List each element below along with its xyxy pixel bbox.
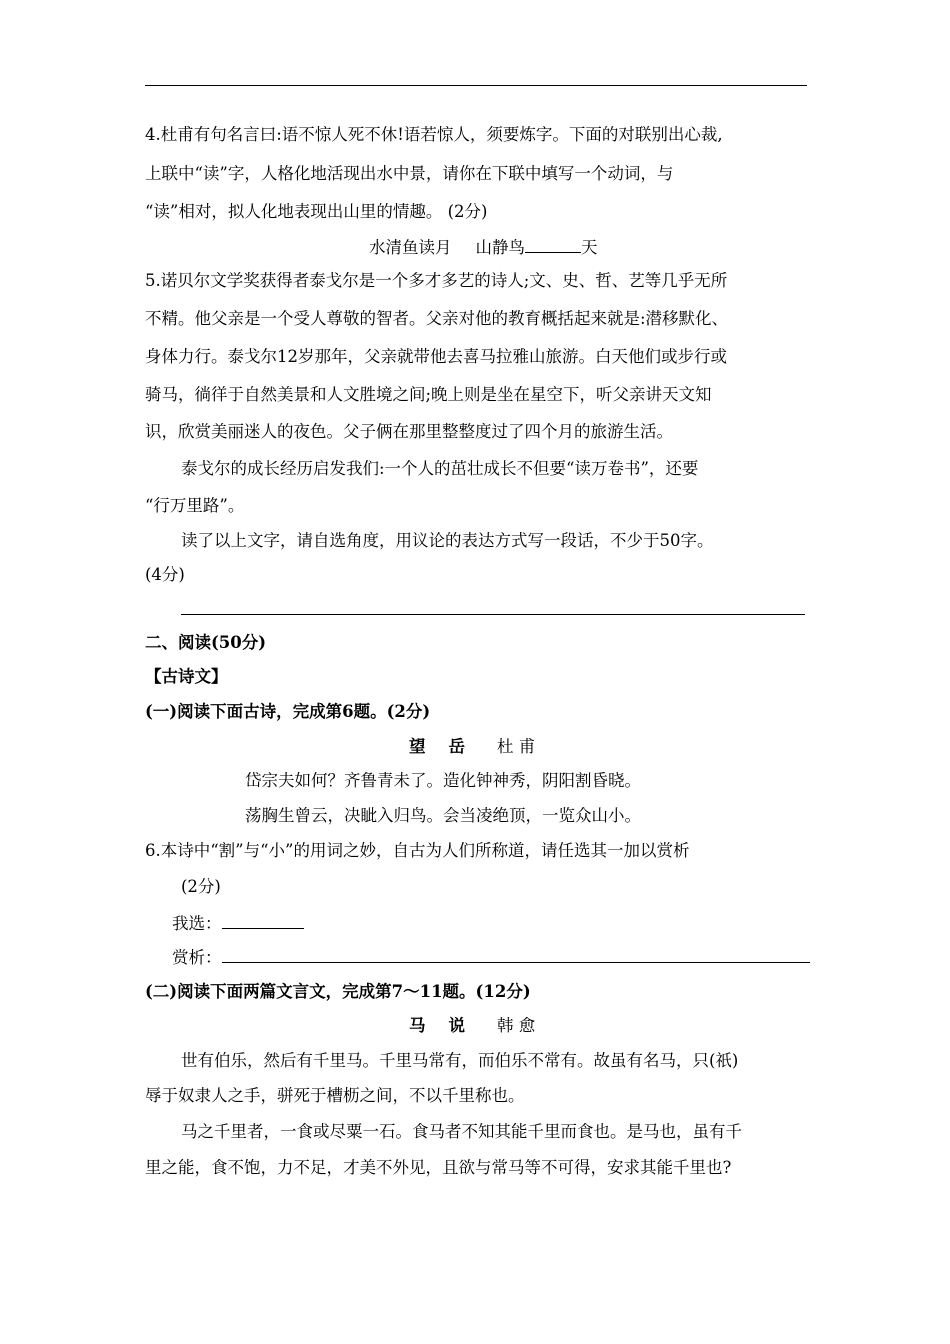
q4-line-3: “读”相对，拟人化地表现出山里的情趣。 (2分) [145,202,488,221]
essay-p1-line-1: 世有伯乐，然后有千里马。千里马常有，而伯乐不常有。故虽有名马，只(祇) [181,1051,739,1070]
poem-author: 杜 甫 [496,737,536,756]
appreciation-blank[interactable] [222,946,810,963]
q6-line-2: (2分) [181,877,221,896]
choice-blank[interactable] [222,912,304,929]
poem-heading [409,736,535,758]
couplet-end: 天 [581,238,598,257]
q5-line-4: 骑马，徜徉于自然美景和人文胜境之间;晚上则是坐在星空下，听父亲讲天文知 [145,385,712,404]
q5-line-9: (4分) [145,565,185,584]
q4-line-2: 上联中“读”字，人格化地活现出水中景，请你在下联中填写一个动词，与 [145,164,674,183]
couplet-lower: 山静鸟 [475,238,525,257]
q6-line-1: 6.本诗中“割”与“小”的用词之妙，自古为人们所称道，请任选其一加以赏析 [145,841,690,860]
q5-line-1: 5.诺贝尔文学奖获得者泰戈尔是一个多才多艺的诗人;文、史、哲、艺等几乎无所 [145,271,728,290]
q5-line-6: 泰戈尔的成长经历启发我们:一个人的茁壮成长不但要“读万卷书”，还要 [181,459,699,478]
q5-line-8: 读了以上文字，请自选角度，用议论的表达方式写一段话，不少于50字。 [181,531,714,550]
q6-choice [172,912,304,935]
q5-line-3: 身体力行。泰戈尔12岁那年，父亲就带他去喜马拉雅山旅游。白天他们或步行或 [145,347,727,366]
essay-p2-line-1: 马之千里者，一食或尽粟一石。食马者不知其能千里而食也。是马也，虽有千 [181,1122,742,1141]
q5-line-5: 识，欣赏美丽迷人的夜色。父子俩在那里整整度过了四个月的旅游生活。 [145,422,673,441]
couplet-blank[interactable] [525,236,581,253]
essay-p2-line-2: 里之能，食不饱，力不足，才美不外见，且欲与常马等不可得，安求其能千里也? [145,1158,732,1177]
poem-line-1: 岱宗夫如何？齐鲁青未了。造化钟神秀，阴阳割昏晓。 [245,771,641,790]
essay-heading [409,1015,535,1037]
poem-line-2: 荡胸生曾云，决眦入归鸟。会当凌绝顶，一览众山小。 [245,806,641,825]
part2-title: (二)阅读下面两篇文言文，完成第7～11题。(12分) [145,982,531,1001]
couplet-upper: 水清鱼读月 [369,238,452,257]
section2-title: 二、阅读(50分) [145,633,267,652]
essay-p1-line-2: 辱于奴隶人之手，骈死于槽枥之间，不以千里称也。 [145,1086,525,1105]
essay-title: 马 说 [409,1016,465,1035]
answer-line-q5[interactable] [181,614,805,615]
poem-title: 望 岳 [409,737,465,756]
section2-subtitle: 【古诗文】 [145,667,228,686]
q6-appreciation [172,946,810,969]
top-rule [145,85,807,86]
q4-line-1: 4.杜甫有句名言曰:语不惊人死不休!语若惊人，须要炼字。下面的对联别出心裁, [145,125,723,144]
choice-label: 我选： [172,914,222,933]
q5-line-2: 不精。他父亲是一个受人尊敬的智者。父亲对他的教育概括起来就是:潜移默化、 [145,309,729,328]
q5-line-7: “行万里路”。 [145,496,245,515]
appreciation-label: 赏析： [172,948,222,967]
essay-author: 韩 愈 [496,1016,536,1035]
part1-title: (一)阅读下面古诗，完成第6题。(2分) [145,702,431,721]
couplet [369,236,598,259]
